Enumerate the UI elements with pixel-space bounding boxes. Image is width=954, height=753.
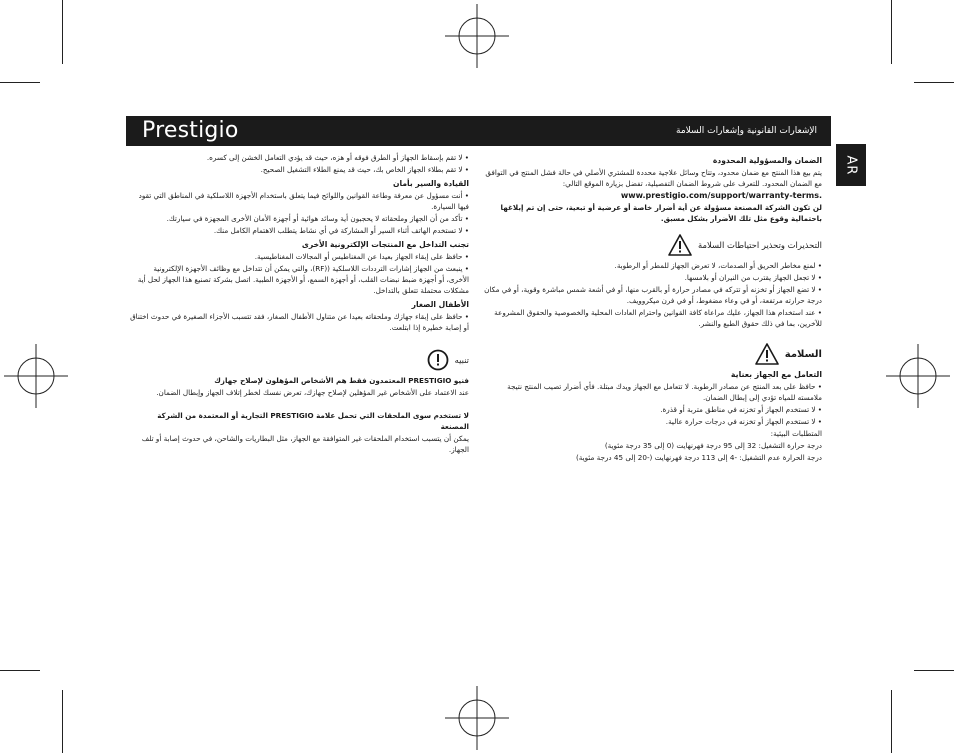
children-title: الأطفال الصغار bbox=[411, 300, 469, 309]
driving-title: القيادة والسير بأمان bbox=[392, 179, 469, 188]
language-tab bbox=[836, 144, 866, 186]
safety-item: • لا تستخدم الجهاز أو تخزنه في درجات حرارة عالية. bbox=[665, 417, 822, 426]
crop-mark bbox=[62, 690, 63, 753]
safety-item: درجة حرارة التشغيل: 32 إلى 95 درجة فهرنهايت (0 إلى 35 درجة مئوية) bbox=[604, 441, 822, 450]
interference-title: تجنب التداخل مع المنتجات الإلكترونية الأخرى bbox=[301, 240, 469, 249]
warranty-title: الضمان والمسؤولية المحدودة bbox=[712, 156, 822, 165]
brand-logo: Prestigio bbox=[142, 118, 239, 143]
warning-triangle-icon bbox=[668, 234, 692, 256]
registration-mark-right bbox=[886, 344, 950, 408]
driving-item: • تأكد من أن الجهاز وملحقاته لا يحجبون أية وسائد هوائية أو أجهزة الأمان الأخرى المجهزة في سيارتك. bbox=[166, 214, 469, 223]
registration-mark-bottom bbox=[445, 686, 509, 750]
page-header bbox=[126, 116, 831, 146]
notice-bold: فنيو PRESTIGIO المعتمدون فقط هم الأشخاص المؤهلون لإصلاح جهازك bbox=[214, 376, 469, 385]
notice-title: تنبيه bbox=[454, 354, 469, 365]
right-column bbox=[482, 152, 822, 464]
warning-triangle-icon bbox=[755, 343, 779, 365]
children-item: • حافظ على إبقاء جهازك وملحقاته بعيدا عن متناول الأطفال الصغار، فقد تتسبب الأجزاء الصغيرة في حدوث اختناق أو إصابة خطيرة إذا ابتلعت. bbox=[130, 312, 469, 332]
interference-item: • حافظ على إبقاء الجهاز بعيدا عن المغناطيس أو المجالات المغناطيسية. bbox=[254, 252, 469, 261]
warnings-heading bbox=[482, 234, 822, 256]
page-title: الإشعارات القانونية وإشعارات السلامة bbox=[676, 126, 817, 136]
crop-mark bbox=[0, 82, 40, 83]
accessory-bold: لا تستخدم سوى الملحقات التي تحمل علامة PRESTIGIO التجارية أو المعتمدة من الشركة المصنعة bbox=[157, 411, 469, 431]
registration-mark-top bbox=[445, 4, 509, 68]
crop-mark bbox=[914, 82, 954, 83]
crop-mark bbox=[891, 690, 892, 753]
warning-item: • لا تجعل الجهاز يقترب من النيران أو بلامسها. bbox=[684, 273, 822, 282]
safety-item: درجة الحرارة عدم التشغيل: -4 إلى 113 درجة فهرنهايت (-20 إلى 45 درجة مئوية) bbox=[575, 453, 822, 462]
crop-mark bbox=[891, 0, 892, 64]
interference-item: • ينبعث من الجهاز إشارات الترددات اللاسلكية ((RF)، والتي يمكن أن تتداخل مع وظائف الأجهزة الإلكترونية الأخرى، أو أجهزة ضبط نبضات القلب، أو أجهزة السمع، أو الأجهزة الطبية. اتصل بشركة تصنيع هذا الجهاز لحل أية مشكلات محتملة تتعلق بالتداخل. bbox=[137, 264, 469, 295]
driving-item: • أنت مسؤول عن معرفة وطاعة القوانين واللوائح فيما يتعلق باستخدام الأجهزة اللاسلكية في المناطق التي تقود فيها السيارة. bbox=[138, 191, 469, 211]
warranty-text: يتم بيع هذا المنتج مع ضمان محدود، وتتاح وسائل علاجية محددة للمشتري الأصلي في حالة فشل المنتج في التوافق مع الضمان المحدود. للتعرف على شروط الضمان التفصيلية، تفضل بزيارة الموقع التالي: bbox=[485, 168, 822, 188]
notice-heading bbox=[129, 349, 469, 371]
safety-title: السلامة bbox=[784, 348, 822, 360]
left-column bbox=[129, 152, 469, 456]
accessory-text: يمكن أن يتسبب استخدام الملحقات غير المتوافقة مع الجهاز، مثل البطاريات والشاحن، في حدوث إصابة أو تلف الجهاز. bbox=[141, 434, 469, 454]
driving-item: • لا تستخدم الهاتف أثناء السير أو المشاركة في أي نشاط يتطلب الاهتمام الكامل منك. bbox=[213, 226, 469, 235]
liability-text: لن تكون الشركة المصنعة مسؤولة عن أية أضرار خاصة أو عرضية أو تبعية، حتى إن تم إبلاغها باحتمالية وقوع مثل تلك الأضرار بشكل مسبق. bbox=[500, 203, 822, 223]
safety-item: • لا تستخدم الجهاز أو تخزنه في مناطق متربة أو قذرة. bbox=[660, 405, 822, 414]
notice-text: عند الاعتماد على الأشخاص غير المؤهلين لإصلاح جهازك، تعرض نفسك لخطر إتلاف الجهاز وإبطال الضمان. bbox=[156, 388, 469, 397]
safety-subtitle: التعامل مع الجهاز بعناية bbox=[730, 370, 822, 379]
warnings-title: التحذيرات وتحذير احتياطات السلامة bbox=[697, 239, 822, 250]
warranty-link[interactable]: www.prestigio.com/support/warranty-terms. bbox=[620, 191, 822, 200]
handling-item: • لا تقم بطلاء الجهاز الخاص بك، حيث قد يمنع الطلاء التشغيل الصحيح. bbox=[260, 165, 469, 174]
warning-item: • لمنع مخاطر الحريق أو الصدمات، لا تعرض الجهاز للمطر أو الرطوبة. bbox=[614, 261, 822, 270]
safety-item: • حافظ على بعد المنتج عن مصادر الرطوبة. لا تتعامل مع الجهاز ويدك مبتلة. فأي أضرار تصيب المنتج نتيجة ملامسته للمياه تؤدي إلى إبطال الضمان. bbox=[507, 382, 822, 402]
safety-item: المتطلبات البيئية: bbox=[770, 429, 822, 438]
warning-item: • لا تضع الجهاز أو تخزنه أو تتركه في مصادر حرارة أو بالقرب منها، أو في أشعة شمس مباشرة وقوية، أو في مكان درجة حرارته مرتفعة، أو في وعاء مضغوط، أو في فرن ميكروويف. bbox=[484, 285, 822, 305]
handling-item: • لا تقم بإسقاط الجهاز أو الطرق فوقه أو هزه، حيث قد يؤدي التعامل الخشن إلى كسره. bbox=[206, 153, 469, 162]
crop-mark bbox=[0, 670, 40, 671]
exclamation-circle-icon bbox=[427, 349, 449, 371]
crop-mark bbox=[914, 670, 954, 671]
safety-heading bbox=[482, 343, 822, 365]
registration-mark-left bbox=[4, 344, 68, 408]
language-tab-label: AR bbox=[843, 155, 859, 175]
crop-mark bbox=[62, 0, 63, 64]
warning-item: • عند استخدام هذا الجهاز، عليك مراعاة كافة القوانين واحترام العادات المحلية والخصوصية والحقوق المشروعة للآخرين، بما في ذلك حقوق الطبع والنشر. bbox=[494, 308, 822, 328]
